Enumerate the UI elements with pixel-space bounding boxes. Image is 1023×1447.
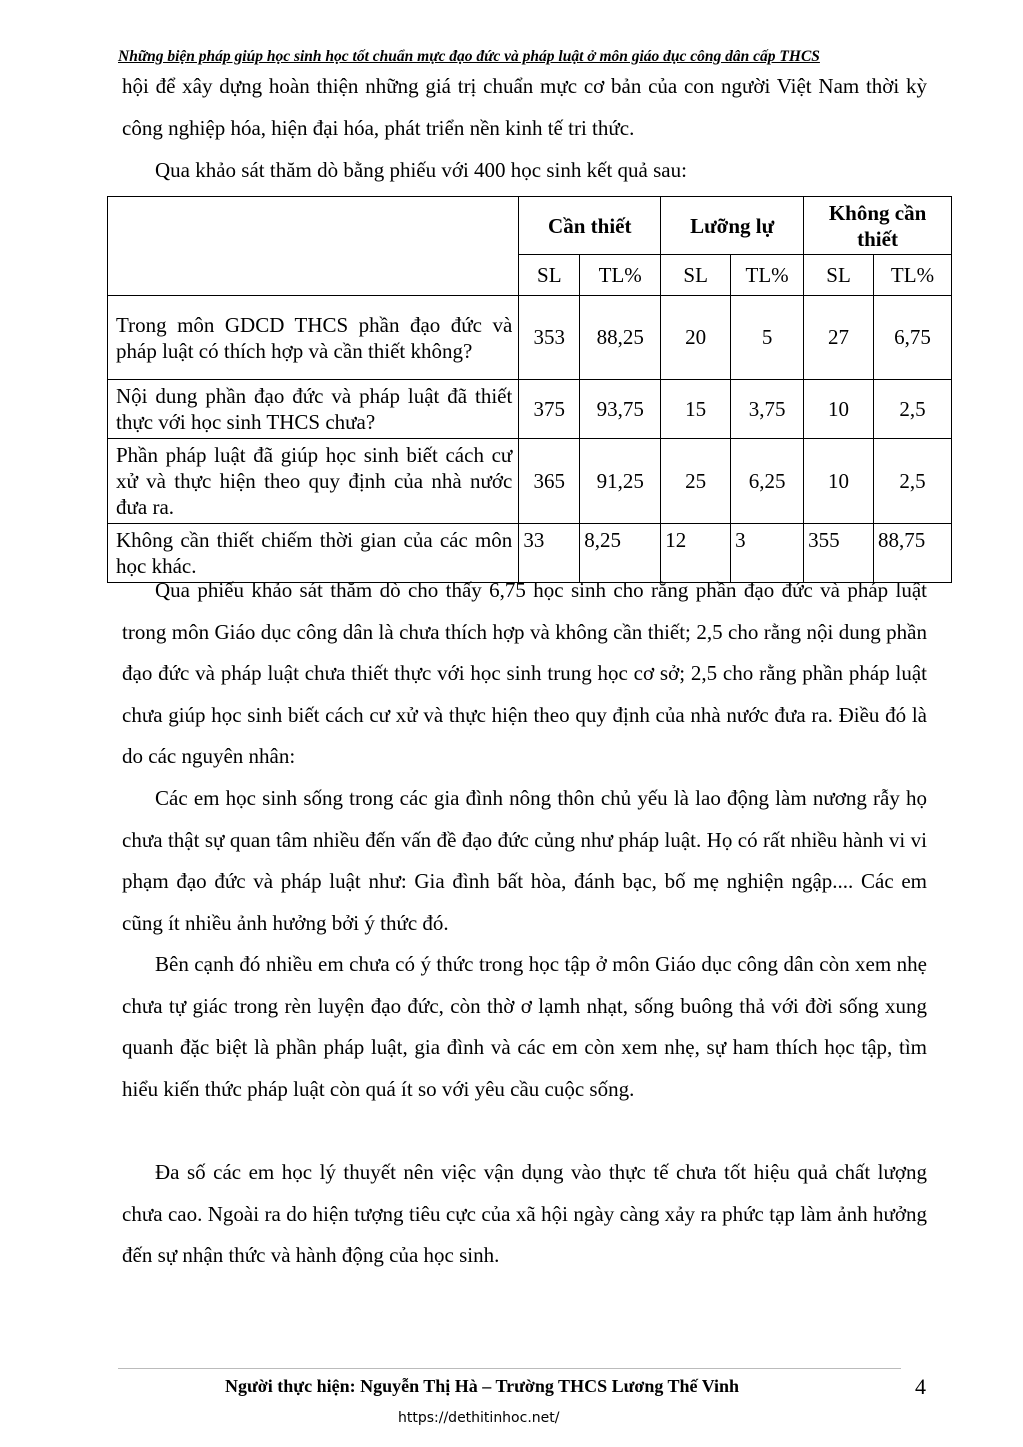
value-cell: 375 [519,380,580,439]
value-cell: 6,75 [874,296,952,380]
value-cell: 353 [519,296,580,380]
survey-intro: Qua khảo sát thăm dò bằng phiếu với 400 học sinh kết quả sau: [155,158,687,182]
sub-header: SL [804,255,874,296]
paragraph-cause-attitude: Bên cạnh đó nhiều em chưa có ý thức trong học tập ở môn Giáo dục công dân còn xem nhẹ chưa tự giác trong rèn luyện đạo đức, còn thờ ơ lạmh nhạt, sống buông thả với đời sống xung quanh đặc biệt là phần pháp luật, gia đình và các em còn xem nhẹ, sự ham thích học tập, tìm hiểu kiến thức pháp luật còn quá ít so với yêu cầu cuộc sống. [122,952,927,1101]
table-row [108,380,952,439]
value-cell: 15 [661,380,731,439]
value-cell: 2,5 [874,439,952,524]
value-cell: 2,5 [874,380,952,439]
value-cell: 3 [731,524,804,583]
value-cell: 8,25 [580,524,661,583]
value-cell: 6,25 [731,439,804,524]
sub-header: TL% [874,255,952,296]
footer-divider [118,1368,901,1369]
sub-header: SL [519,255,580,296]
value-cell: 27 [804,296,874,380]
sub-header: SL [661,255,731,296]
question-cell: Phần pháp luật đã giúp học sinh biết cách cư xử và thực hiện theo quy định của nhà nước đưa ra. [108,439,519,524]
question-cell: Trong môn GDCD THCS phần đạo đức và pháp luật có thích hợp và cần thiết không? [108,296,519,380]
value-cell: 88,25 [580,296,661,380]
paragraph-continued: hội để xây dựng hoàn thiện những giá trị chuẩn mực cơ bản của con người Việt Nam thời kỳ công nghiệp hóa, hiện đại hóa, phát triển nền kinh tế tri thức. [122,74,927,140]
paragraph-cause-family: Các em học sinh sống trong các gia đình nông thôn chủ yếu là lao động làm nương rẫy họ chưa thật sự quan tâm nhiều đến vấn đề đạo đức củng như pháp luật. Họ có rất nhiều hành vi vi phạm đạo đức và pháp luật như: Gia đình bất hòa, đánh bạc, bố mẹ nghiện ngập.... Các em cũng ít nhiều ảnh hưởng bởi ý thức đó. [122,786,927,935]
group-header: Không cần thiết [804,197,952,255]
footer-url[interactable]: https://dethitinhoc.net/ [398,1410,560,1426]
sub-header: TL% [731,255,804,296]
value-cell: 20 [661,296,731,380]
sub-header: TL% [580,255,661,296]
value-cell: 33 [519,524,580,583]
running-header: Những biện pháp giúp học sinh học tốt chuẩn mực đạo đức và pháp luật ở môn giáo dục công dân cấp THCS [118,48,820,65]
value-cell: 365 [519,439,580,524]
group-header: Lưỡng lự [661,197,804,255]
paragraph-survey-conclusion: Qua phiếu khảo sát thăm dò cho thấy 6,75 học sinh cho rằng phần đạo đức và pháp luật trong môn Giáo dục công dân là chưa thích hợp và không cần thiết; 2,5 cho rằng nội dung phần đạo đức và pháp luật chưa thiết thực với học sinh trung học cơ sở; 2,5 cho rằng phần pháp luật chưa giúp học sinh biết cách cư xử và thực hiện theo quy định của nhà nước đưa ra. Điều đó là do các nguyên nhân: [122,578,927,768]
value-cell: 5 [731,296,804,380]
survey-table [107,196,952,583]
question-cell: Nội dung phần đạo đức và pháp luật đã thiết thực với học sinh THCS chưa? [108,380,519,439]
value-cell: 88,75 [874,524,952,583]
page-number: 4 [915,1374,926,1399]
value-cell: 91,25 [580,439,661,524]
value-cell: 12 [661,524,731,583]
table-corner-cell [108,197,519,296]
footer-author: Người thực hiện: Nguyễn Thị Hà – Trường THCS Lương Thế Vinh [225,1376,740,1396]
paragraph-cause-practice: Đa số các em học lý thuyết nên việc vận dụng vào thực tế chưa tốt hiệu quả chất lượng chưa cao. Ngoài ra do hiện tượng tiêu cực của xã hội ngày càng xảy ra phức tạp làm ảnh hưởng đến sự nhận thức và hành động của học sinh. [122,1160,927,1267]
value-cell: 10 [804,439,874,524]
value-cell: 3,75 [731,380,804,439]
value-cell: 25 [661,439,731,524]
value-cell: 10 [804,380,874,439]
table-row [108,296,952,380]
group-header: Cần thiết [519,197,661,255]
value-cell: 93,75 [580,380,661,439]
question-cell: Không cần thiết chiếm thời gian của các môn học khác. [108,524,519,583]
value-cell: 355 [804,524,874,583]
table-row [108,439,952,524]
